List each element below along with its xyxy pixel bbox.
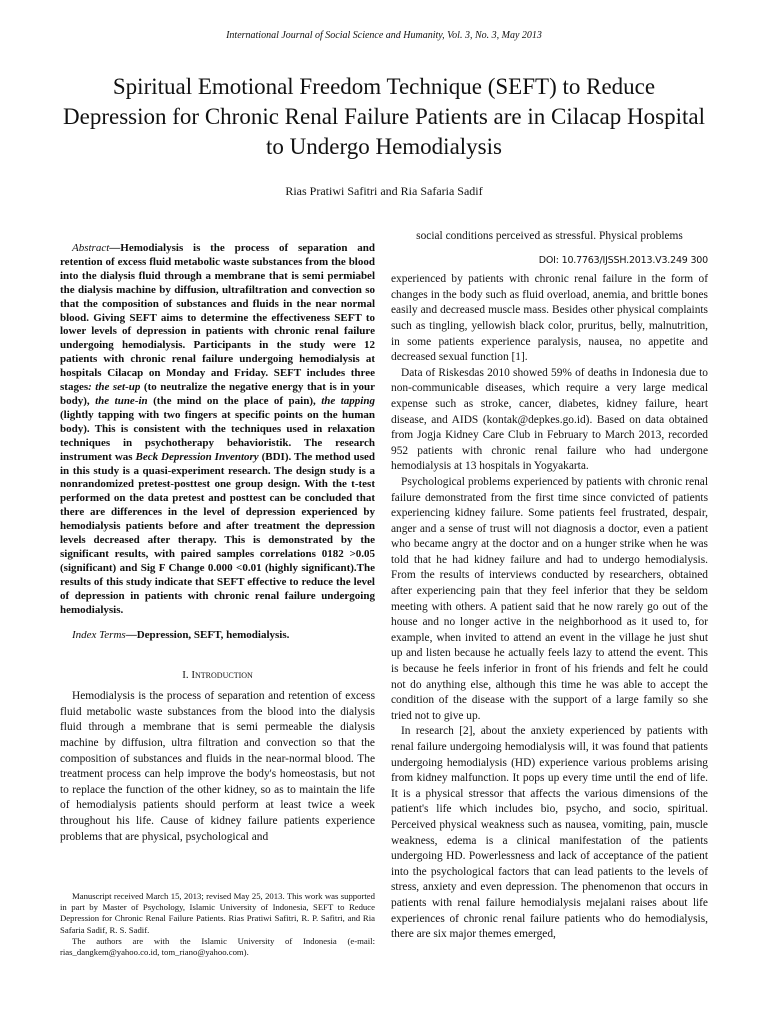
- right-column: [391, 229, 708, 943]
- footnotes: [60, 891, 375, 958]
- section-number: I.: [182, 669, 192, 682]
- abstract-label: Abstract: [72, 242, 110, 254]
- doi-label: DOI: 10.7763/IJSSH.2013.V3.249 300: [538, 254, 708, 266]
- abstract-setup: : the set-up: [88, 381, 141, 394]
- abstract-tapping: the tapping: [321, 394, 375, 407]
- index-terms-label: Index Terms: [72, 629, 126, 642]
- abstract-text-1: Hemodialysis is the process of separation and retention of excess fluid metabolic waste substances from the blood into the dialysis fluid through a membrane that is semi permiabel the dialysis machine by diffusion, ultrafiltration and convection so that the composition of substances and fluids in the near normal blood. Giving SEFT aims to determine the effectiveness SEFT to lower levels of depression in patients with chronic renal failure undergoing hemodialysis. Participants in the study were 12 patients with chronic renal failure undergoing hemodialysis at hospitals Cilacap on Monday and Friday. SEFT includes three stages: [60, 242, 375, 394]
- index-terms: [60, 629, 375, 643]
- right-paragraph-4: In research [2], about the anxiety experienced by patients with renal failure undergoing hemodialysis will, it was found that patients undergoing hemodialysis (HD) experience various problems arising from kidney malfunction. It pops up every time until the end of life. It is a physical stressor that affects the various dimensions of the patient's life which includes bio, psycho, and socio, spiritual. Perceived physical weakness such as nausea, vomiting, pain, muscle weakness, edema is a clinical manifestation of the patients undergoing HD. Powerlessness and lack of acceptance of the patient into the psychological factors that can lead patients to the levels of stress, anxiety and even depression. The phenomenon that occurs in patients with renal failure hemodialysis mejalani raises about life experiences of chronic renal failure patients who do hemodialysis, there are six major themes emerged,: [391, 725, 708, 941]
- introduction: [60, 689, 375, 845]
- right-paragraph-1: experienced by patients with chronic renal failure in the form of changes in the body such as fluid overload, anemia, and brittle bones easily and decreased muscle mass. Besides other physical complaints such as tingling, yellowish black color, pruritus, belly, malnutrition, in some patients experience paralysis, nausea, no appetite and decreased sexual function [1].: [391, 273, 708, 364]
- abstract-tunein: the tune-in: [95, 394, 148, 407]
- section-heading: [60, 669, 375, 683]
- right-first-line: social conditions perceived as stressful. Physical problems: [416, 230, 683, 242]
- abstract: [60, 242, 375, 617]
- abstract-dash: —: [109, 242, 121, 254]
- abstract-text-3: (the mind on the place of pain),: [147, 394, 322, 407]
- right-paragraph-3: Psychological problems experienced by patients with chronic renal failure demonstrated from the first time since convicted of patients experiencing kidney failure. Some patients feel frustrated, despair, anger and a sense of trust will not diagnosis a doctor, even a patient who became angry at the doctor and on a hunger strike when he was told that he had kidney failure and had to undergo hemodialysis. From the results of interviews conducted by researchers, obtained after experiencing pain that they feel inferior that they be seldom meeting with others. A patient said that he now rarely go out of the house and no longer active in the neighborhood as it used to, for example, when invited to attend an event in the village he just shut up and listen because he actually feels lazy to attend the event. This is because he feels inferior in front of his friends and felt he could not do anything else, although this time he was able to accept the condition of the disease with the support of a large family so she tried not to give up.: [391, 475, 708, 722]
- index-terms-text: —Depression, SEFT, hemodialysis.: [125, 629, 290, 642]
- abstract-text-5: (BDI). The method used in this study is a quasi-experiment research. The design study is a nonrandomized pretest-posttest one group design. With the t-test performed on the data pretest and posttest can be concluded that there are differences in the level of depression experienced by hemodialysis patients before and after treatment the depression levels decreased after therapy. This is demonstrated by the significant results, with paired samples correlations 0182 >0.05 (significant) and Sig F Change 0.000 <0.01 (highly significant).The results of this study indicate that SEFT effective to reduce the level of depression in patients with chronic renal failure undergoing hemodialysis.: [60, 450, 375, 616]
- abstract-text-4: (lightly tapping with two fingers at specific points on the human body). This is consistent with the techniques used in relaxation techniques in psychotherapy behavioristik. The research instrument was: [60, 408, 375, 463]
- journal-header: International Journal of Social Science and Humanity, Vol. 3, No. 3, May 2013: [226, 30, 542, 41]
- section-title: Introduction: [191, 669, 253, 682]
- paper-authors: Rias Pratiwi Safitri and Ria Safaria Sadif: [285, 184, 483, 198]
- footnote-authors: The authors are with the Islamic University of Indonesia (e-mail: rias_dangkem@yahoo.co.id, tom_riano@yahoo.com).: [60, 935, 375, 958]
- footnote-manuscript: Manuscript received March 15, 2013; revised May 25, 2013. This work was supported in part by Master of Psychology, Islamic University of Indonesia, SEFT to Reduce Depression for Chronic Renal Failure Patients. Rias Pratiwi Safitri, R. P. Safitri, and Ria Safaria Sadif, R. S. Sadif.: [60, 891, 375, 935]
- paper-title: Spiritual Emotional Freedom Technique (SEFT) to Reduce Depression for Chronic Renal Failure Patients are in Cilacap Hospital to Undergo Hemodialysis: [63, 74, 705, 159]
- left-column: [60, 242, 375, 845]
- abstract-bdi: Beck Depression Inventory: [135, 450, 259, 463]
- intro-paragraph: Hemodialysis is the process of separation and retention of excess fluid metabolic waste substances from the blood into the dialysis fluid through a membrane that is semi permeable the dialysis machine by diffusion, ultra filtration and convection so that the composition of substances and fluids in the near-normal blood. The treatment process can help improve the body's homeostasis, but not to replace the function of the other kidney, so as to maintain the life of hemodialysis patients should perform at least twice a week throughout his life. Cause of kidney failure patients experience problems that are physical, psychological and: [60, 690, 375, 843]
- abstract-text-2: (to neutralize the negative energy that is in your body),: [60, 381, 375, 407]
- right-paragraph-2: Data of Riskesdas 2010 showed 59% of deaths in Indonesia due to non-communicable diseases, which require a very large medical expense such as stroke, cancer, diabetes, kidney failure, heart disease, and AIDS (kontak@depkes.go.id). Based on data obtained from Jogja Kidney Care Club in February to March 2013, recorded 952 patients with chronic renal failure who had undergone hemodialysis at 13 hospitals in Yogyakarta.: [391, 366, 708, 473]
